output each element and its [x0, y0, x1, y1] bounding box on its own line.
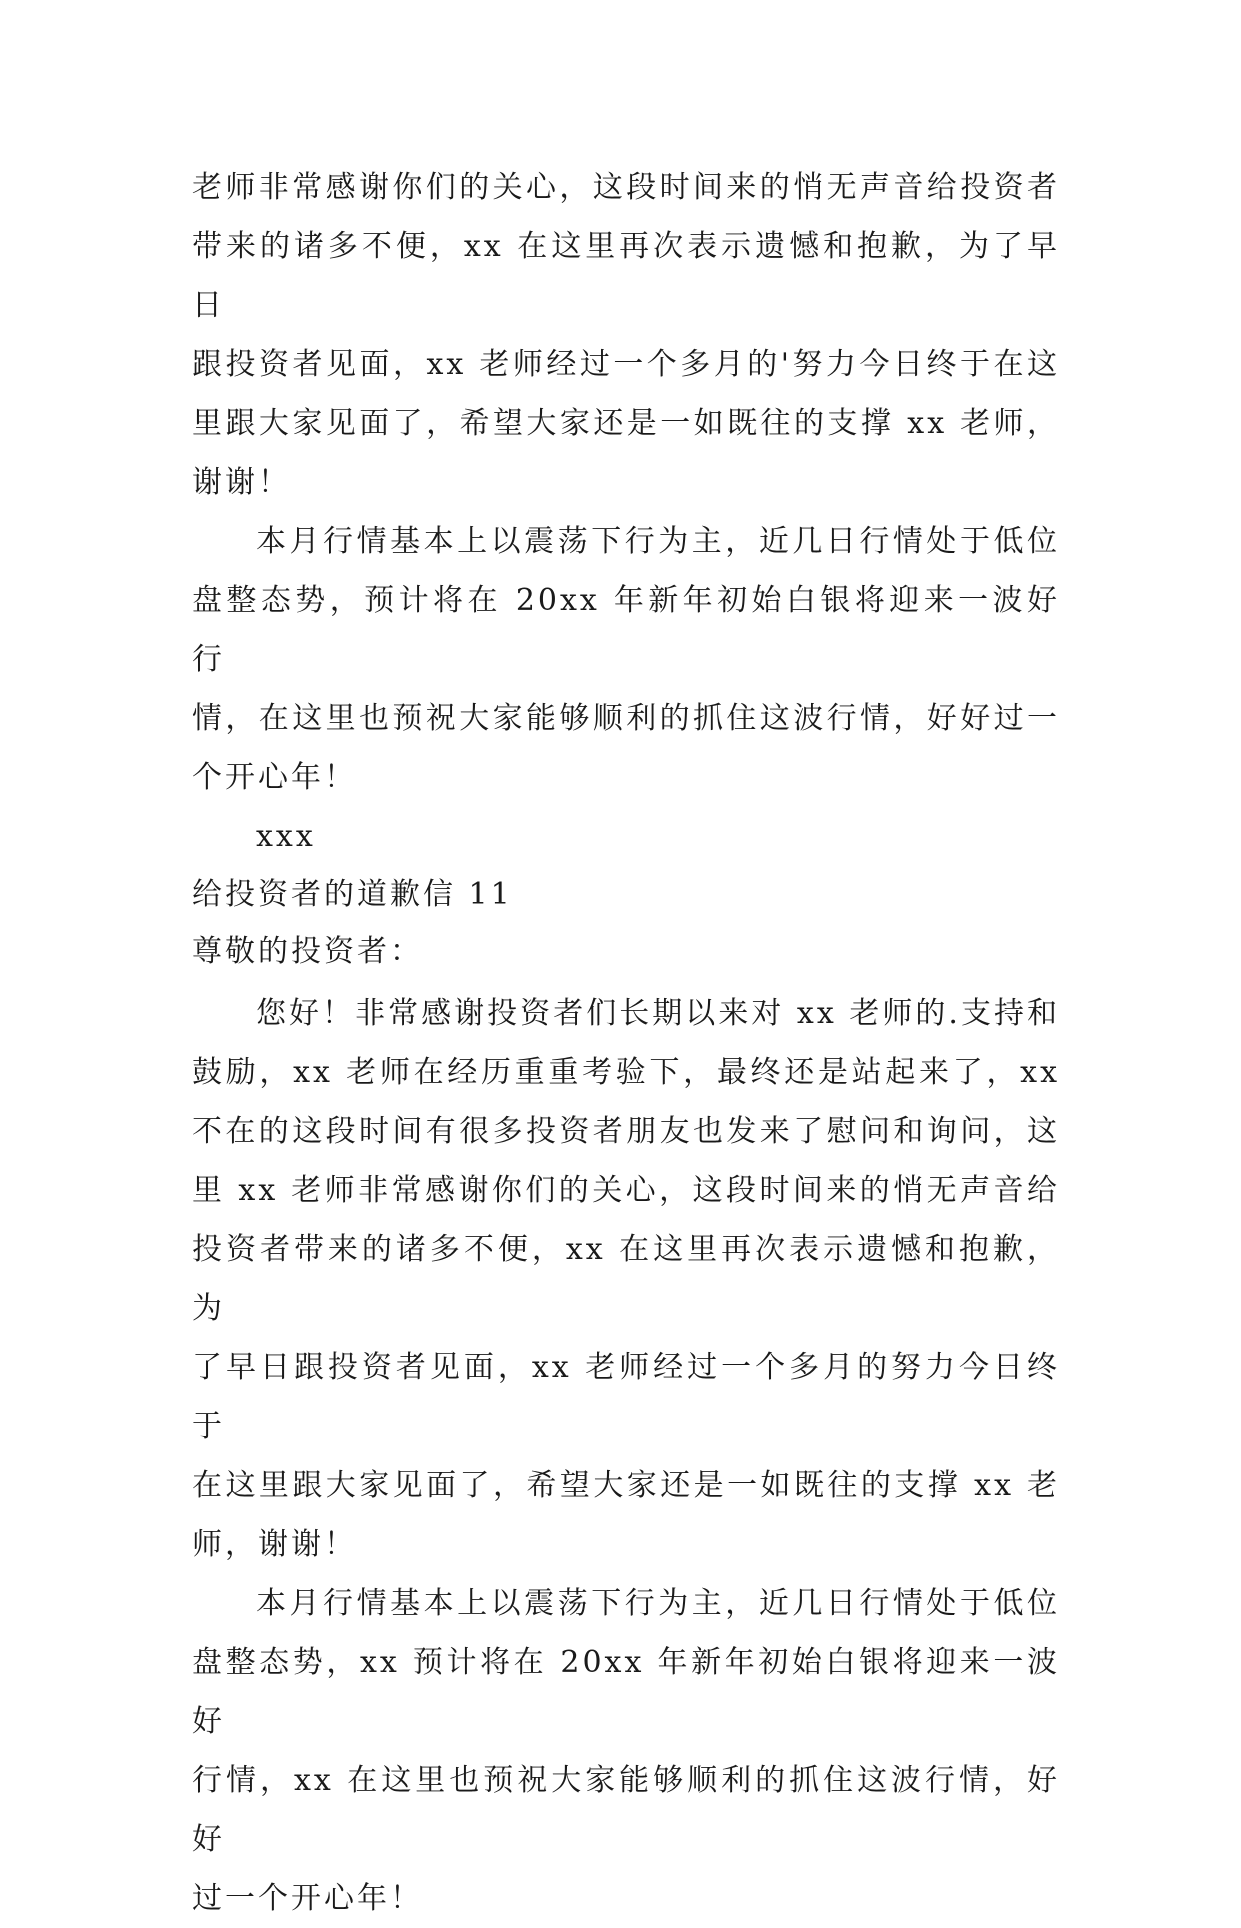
text-line: 师，谢谢！	[192, 1527, 357, 1562]
text-line: 投资者带来的诸多不便，xx 在这里再次表示遗憾和抱歉，为	[192, 1232, 1060, 1326]
text-line: 谢谢！	[192, 465, 291, 500]
section1-paragraph-1	[192, 158, 1060, 512]
letter-title: 给投资者的道歉信 11	[192, 877, 513, 912]
text-line: 了早日跟投资者见面，xx 老师经过一个多月的努力今日终于	[192, 1350, 1060, 1444]
document-page	[192, 158, 1060, 1928]
text-line: 盘整态势，预计将在 20xx 年新年初始白银将迎来一波好行	[192, 583, 1060, 677]
signature: xxx	[256, 819, 316, 854]
text-line: 情，在这里也预祝大家能够顺利的抓住这波行情，好好过一	[192, 701, 1060, 736]
text-line: 鼓励，xx 老师在经历重重考验下，最终还是站起来了，xx	[192, 1055, 1060, 1090]
text-line: 本月行情基本上以震荡下行为主，近几日行情处于低位	[256, 524, 1060, 559]
text-line: 不在的这段时间有很多投资者朋友也发来了慰问和询问，这	[192, 1114, 1060, 1149]
text-line: 您好！非常感谢投资者们长期以来对 xx 老师的.支持和	[256, 996, 1060, 1031]
section2-paragraph-1	[192, 984, 1060, 1574]
text-line: 跟投资者见面，xx 老师经过一个多月的'努力今日终于在这	[192, 347, 1060, 382]
text-line: 里跟大家见面了，希望大家还是一如既往的支撑 xx 老师，	[192, 406, 1060, 441]
text-line: 行情，xx 在这里也预祝大家能够顺利的抓住这波行情，好好	[192, 1763, 1060, 1857]
text-line: 个开心年！	[192, 760, 357, 795]
text-line: 盘整态势，xx 预计将在 20xx 年新年初始白银将迎来一波好	[192, 1645, 1060, 1739]
section1-paragraph-2	[192, 512, 1060, 807]
text-line: 过一个开心年！	[192, 1881, 423, 1916]
text-line: 带来的诸多不便，xx 在这里再次表示遗憾和抱歉，为了早日	[192, 229, 1060, 323]
salutation: 尊敬的投资者：	[192, 934, 423, 969]
text-line: 里 xx 老师非常感谢你们的关心，这段时间来的悄无声音给	[192, 1173, 1060, 1208]
text-line: 本月行情基本上以震荡下行为主，近几日行情处于低位	[256, 1586, 1060, 1621]
text-line: 老师非常感谢你们的关心，这段时间来的悄无声音给投资者	[192, 170, 1060, 205]
text-line: 在这里跟大家见面了，希望大家还是一如既往的支撑 xx 老	[192, 1468, 1060, 1503]
section2-paragraph-2	[192, 1574, 1060, 1928]
